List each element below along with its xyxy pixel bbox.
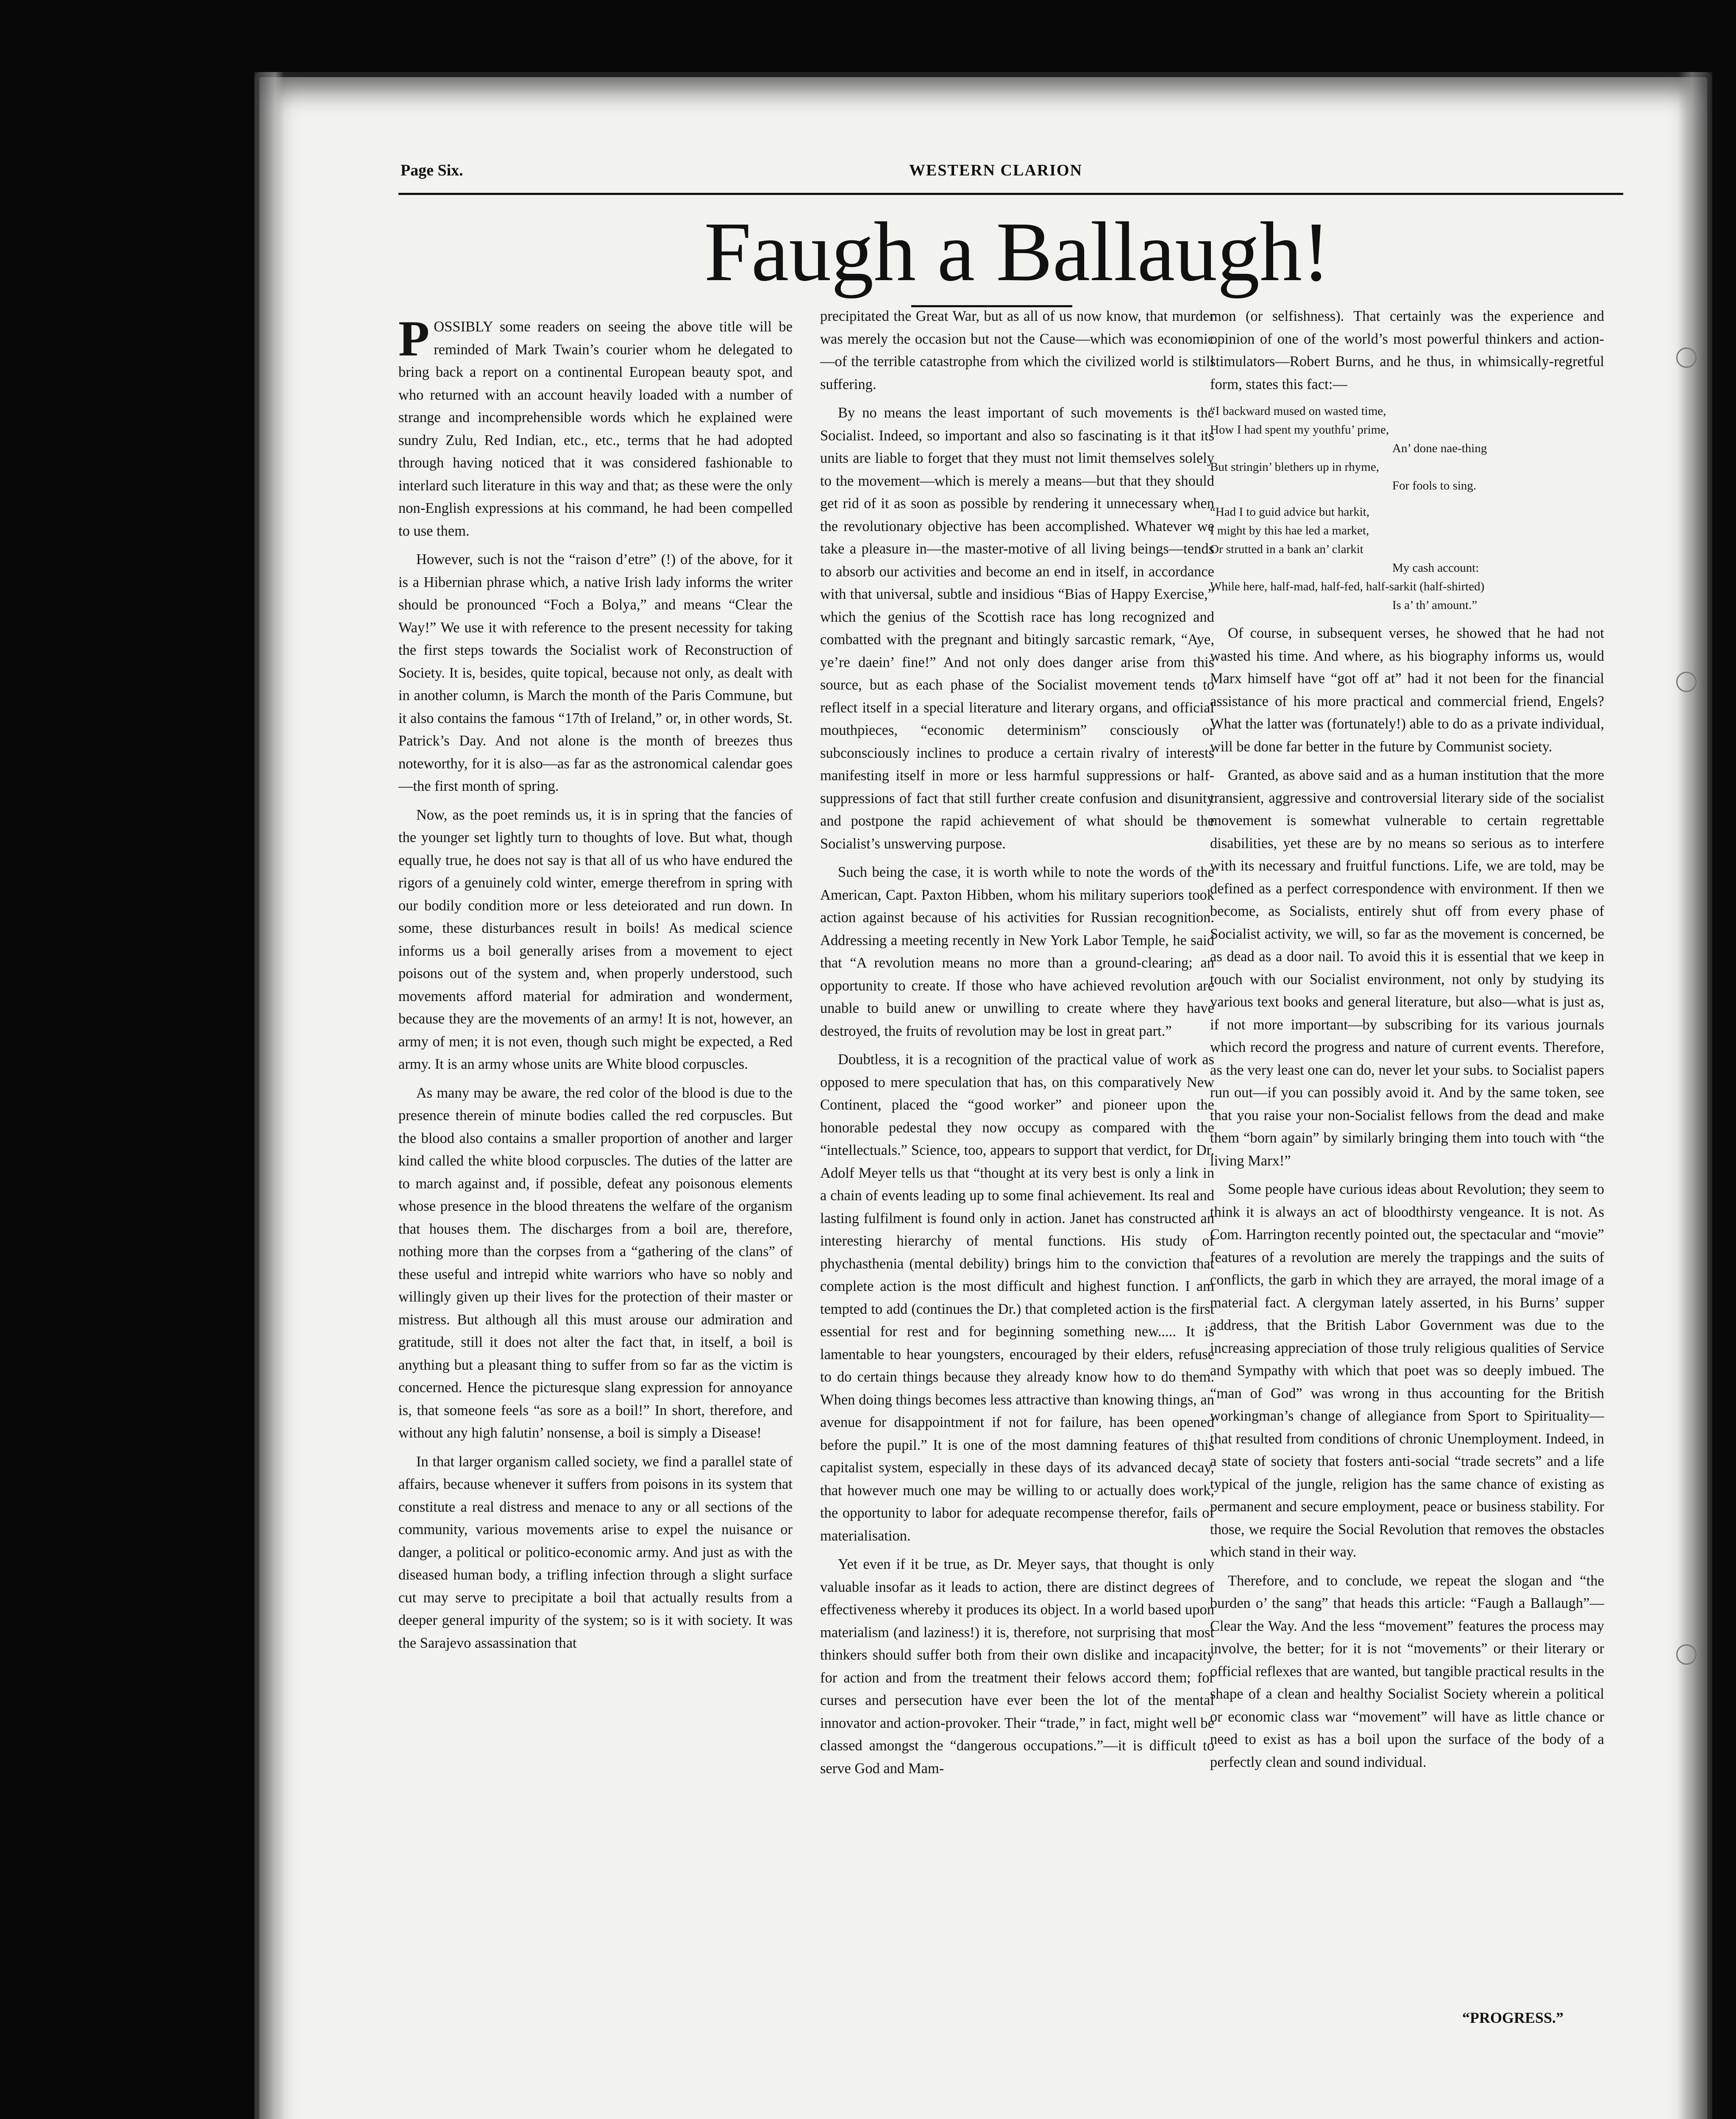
verse-stanza-1 xyxy=(1210,402,1604,495)
verse-line: My cash account: xyxy=(1392,561,1479,575)
verse-line: For fools to sing. xyxy=(1392,479,1477,492)
page-edge-left xyxy=(254,72,284,2119)
page-number: Page Six. xyxy=(401,161,463,179)
paragraph: As many may be aware, the red color of the blood is due to the presence therein of minute bodies called the red corpuscles. But the blood also contains a smaller proportion of another and larger kind called the white blood corpuscles. The duties of the latter are to march against and, if possible, defeat any poisonous elements whose presence in the blood threatens the welfare of the organism that houses them. The discharges from a boil are, therefore, nothing more than the corpses from a “gathering of the clans” of these useful and intrepid white warriors who have so nobly and willingly given up their lives for the protection of their master or mistress. But although all this must arouse our admiration and gratitude, still it does not alter the fact that, in itself, a boil is anything but a pleasant thing to suffer from so far as the victim is concerned. Hence the picturesque slang expression for annoyance is, that someone feels “as sore as a boil!” In short, therefore, and without any high falutin’ nonsense, a boil is simply a Disease! xyxy=(398,1085,793,1441)
verse-line: How I had spent my youthfu’ prime, xyxy=(1210,423,1389,437)
paragraph: Such being the case, it is worth while to note the words of the American, Capt. Paxton Hibben, whom his military superiors took action against because of his activities for Russian recognition. Addressing a meeting recently in New York Labor Temple, he said that “A revolution means no more than a ground-clearing; an opportunity to create. If those who have achieved revolution are unable to build anew or unwilling to create where they have destroyed, the fruits of revolution may be lost in great part.” xyxy=(820,864,1214,1039)
paragraph: By no means the least important of such movements is the Socialist. Indeed, so important and also so fascinating is it that its units are liable to forget that they must not limit themselves solely to the movement—which is merely a means—but that they should get rid of it as soon as possible by rendering it unnecessary when the revolutionary objective has been accomplished. Whatever we take a pleasure in—the master-motive of all living beings—tends to absorb our activities and become an end in itself, in accordance with that universal, subtle and insidious “Bias of Happy Exercise,” which the genius of the Scottish race has long recognized and combatted with the pregnant and bitingly sarcastic remark, “Aye, ye’re daein’ fine!” And not only does danger arise from this source, but as each phase of the Socialist movement tends to reflect itself in a special literature and literary organs, and official mouthpieces, “economic determinism” consciously or subconsciously inclines to produce a certain rivalry of interests manifesting itself in more or less harmful suppressions or half-suppressions of fact that still further create confusion and disunity and postpone the rapid achievement of what should be the Socialist’s unswerving purpose. xyxy=(820,405,1214,852)
paragraph: Now, as the poet reminds us, it is in spring that the fancies of the younger set lightly turn to thoughts of love. But what, though equally true, he does not say is that all of us who have endured the rigors of a genuinely cold winter, emerge therefrom in spring with our bodily condition more or less deteiorated and run down. In some, these disturbances result in boils! As medical science informs us a boil generally arises from a movement to eject poisons out of the system and, when properly understood, such movements afford material for admiration and wonderment, because they are the movements of an army! It is not, however, an army of men; it is not even, though such might be expected, a Red army. It is an army whose units are White blood corpuscles. xyxy=(398,806,793,1072)
page-edge-right xyxy=(1678,72,1712,2119)
column-3 xyxy=(1210,305,1604,2022)
paragraph: However, such is not the “raison d’etre” (!) of the above, for it is a Hibernian phrase which, a native Irish lady informs the writer should be pronounced “Foch a Bolya,” and means “Clear the Way!” We use it with reference to the present necessity for taking the first steps towards the Socialist work of Reconstruction of Society. It is, besides, quite topical, because not only, as dealt with in another column, is March the month of the Paris Commune, but it also contains the famous “17th of Ireland,” or, in other words, St. Patrick’s Day. And not alone is the month of breezes thus noteworthy, for it is also—as far as the astronomical calendar goes—the first month of spring. xyxy=(398,551,793,794)
verse-line: While here, half-mad, half-fed, half-sarkit (half-shirted) xyxy=(1210,580,1485,593)
paragraph: In that larger organism called society, we find a parallel state of affairs, because whenever it suffers from poisons in its system that constitute a real distress and menace to any or all sections of the community, various movements arise to expel the nuisance or danger, a political or politico-economic army. And just as with the diseased human body, a trifling infection through a slight surface cut may serve to precipitate a boil that actually results from a deeper general impurity of the system; so is it with society. It was the Sarajevo assassination that xyxy=(398,1453,793,1651)
verse-line: Is a’ th’ amount.” xyxy=(1392,598,1477,612)
verse-stanza-2 xyxy=(1210,503,1604,615)
column-2 xyxy=(820,305,1214,2022)
paragraph: Granted, as above said and as a human institution that the more transient, aggressive and controversial literary side of the socialist movement is somewhat vulnerable to certain regrettable disabilities, yet these are by no means so serious as to interfere with its necessary and fruitful functions. Life, we are told, may be defined as a perfect correspondence with environment. If then we become, as Socialists, entirely shut off from every phase of Socialist activity, we will, so far as the movement is concerned, be as dead as a door nail. To avoid this it is essential that we keep in touch with our Socialist environment, not only by studying its various text books and general literature, but also—what is just as, if not more important—by subscribing for its various journals which record the progress and nature of current events. Therefore, as the very least one can do, never let your subs. to Socialist papers run out—if you can possibly avoid it. And by the same token, see that you raise your non-Socialist fellows from the dead and make them “born again” by similarly bringing them into touch with “the living Marx!” xyxy=(1210,767,1604,1169)
paragraph: Yet even if it be true, as Dr. Meyer says, that thought is only valuable insofar as it leads to action, there are distinct degrees of effectiveness whereby it produces its object. In a world based upon materialism (and laziness!) it is, therefore, not surprising that most thinkers should suffer both from their own dislike and incapacity for action and from the treatment their felows accord them; for curses and persecution have ever been the lot of the mental innovator and action-provoker. Their “trade,” in fact, might well be classed amongst the “dangerous occupations.”—it is difficult to serve God and Mam- xyxy=(820,1556,1214,1777)
paragraph: Some people have curious ideas about Revolution; they seem to think it is always an act of bloodthirsty vengeance. It is not. As Com. Harrington recently pointed out, the spectacular and “movie” features of a revolution are merely the trappings and the suits of conflicts, the garb in which they are arrayed, the moral image of a material fact. A clergyman lately asserted, in his Burns’ supper address, that the British Labor Government was due to the increasing appreciation of those truly religious qualities of Service and Sympathy with which that poet was so deeply imbued. The “man of God” was wrong in thus accounting for the British workingman’s change of allegiance from Sport to Spirituality—that resulted from conditions of chronic Unemployment. Indeed, in a state of society that fosters anti-social “trade secrets” and a life typical of the jungle, religion has the same chance of existing as permanent and secure employment, peace or business stability. For those, we require the Social Revolution that removes the obstacles which stand in their way. xyxy=(1210,1181,1604,1560)
verse-line: “I backward mused on wasted time, xyxy=(1210,404,1386,418)
verse-line: “Had I to guid advice but harkit, xyxy=(1210,505,1370,519)
binding-hole xyxy=(1676,348,1697,368)
verse-line: I might by this hae led a market, xyxy=(1210,524,1369,537)
header-rule xyxy=(398,193,1623,195)
article-title: Faugh a Ballaugh! xyxy=(704,205,1330,299)
drop-cap: P xyxy=(398,316,430,367)
page-header xyxy=(401,161,1630,186)
paragraph: POSSIBLY some readers on seeing the above title will be reminded of Mark Twain’s courier whom he delegated to bring back a report on a continental European beauty spot, and who returned with an account heavily loaded with a number of strange and incomprehensible words which he explained were sundry Zulu, Red Indian, etc., etc., terms that he had adopted through having noticed that it was considered fashionable to interlard such literature in this way and that; as these were the only non-English expressions at his command, he had been compelled to use them. xyxy=(398,316,793,539)
binding-hole xyxy=(1676,672,1697,692)
paragraph: mon (or selfishness). That certainly was the experience and opinion of one of the world’s most powerful thinkers and action-stimulators—Robert Burns, and he thus, in whimsically-regretful form, states this fact:— xyxy=(1210,308,1604,392)
verse-line: But stringin’ blethers up in rhyme, xyxy=(1210,460,1379,474)
verse-line: An’ done nae-thing xyxy=(1392,442,1487,455)
paragraph: Therefore, and to conclude, we repeat the slogan and “the burden o’ the sang” that heads this article: “Faugh a Ballaugh”—Clear the Way. And the less “movement” features the process may involve, the better; for it is not “movements” or their literary or official reflexes that are wanted, but tangible practical results in the shape of a clean and healthy Socialist Society wherein a political or economic class war “movement” will have as little chance or need to exist as has a boil upon the surface of the body of a perfectly clean and sound individual. xyxy=(1210,1572,1604,1770)
newspaper-name: WESTERN CLARION xyxy=(909,161,1083,179)
verse-line: Or strutted in a bank an’ clarkit xyxy=(1210,542,1363,556)
article-signature: “PROGRESS.” xyxy=(1462,2009,1564,2026)
paragraph: Doubtless, it is a recognition of the practical value of work as opposed to mere speculation that has, on this comparatively New Continent, placed the “good worker” and pioneer upon the honorable pedestal they now occupy as compared with the “intellectuals.” Science, too, appears to support that verdict, for Dr. Adolf Meyer tells us that “thought at its very best is only a link in a chain of events leading up to some final achievement. Its real and lasting fulfilment is found only in action. Janet has constructed an interesting hierarchy of mental functions. His study of phychasthenia (mental debility) brings him to the conviction that complete action is the most difficult and highest function. I am tempted to add (continues the Dr.) that completed action is the first essential for rest and for beginning something new..... It is lamentable to hear youngsters, encouraged by their elders, refuse to do certain things because they already know how to do them. When doing things becomes less attractive than knowing things, an avenue for disappointment if not for failure, has been opened before the pupil.” It is one of the most damning features of this capitalist system, especially in these days of its advanced decay, that however much one may be willing to or actually does work, the opportunity to labor for adequate recompense therefor, fails of materialisation. xyxy=(820,1051,1214,1544)
paragraph: Of course, in subsequent verses, he showed that he had not wasted his time. And where, as his biography informs us, would Marx himself have “got off at” had it not been for the financial assistance of his more practical and commercial friend, Engels? What the latter was (fortunately!) able to do as a private individual, will be done far better in the future by Communist society. xyxy=(1210,625,1604,755)
binding-hole xyxy=(1676,1644,1697,1665)
paragraph: precipitated the Great War, but as all of us now know, that murder was merely the occasion but not the Cause—which was economic—of the terrible catastrophe from which the civilized world is still suffering. xyxy=(820,308,1214,392)
column-1 xyxy=(398,316,793,2032)
